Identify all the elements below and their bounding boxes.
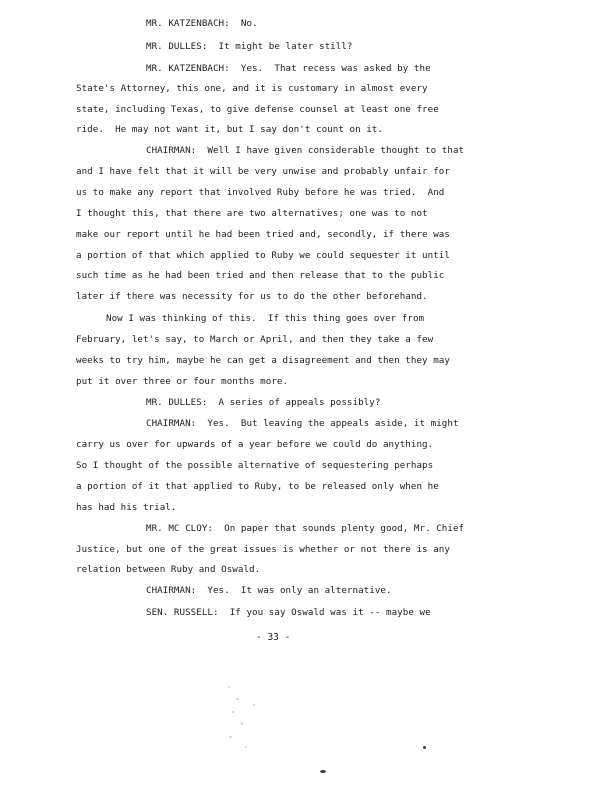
transcript-line: us to make any report that involved Ruby before he was tried. And xyxy=(76,187,445,198)
transcript-line: MR. KATZENBACH: No. xyxy=(146,18,258,29)
transcript-line: a portion of it that applied to Ruby, to be released only when he xyxy=(76,481,439,492)
transcript-line: I thought this, that there are two alternatives; one was to not xyxy=(76,208,428,219)
transcript-line: weeks to try him, maybe he can get a disagreement and then they may xyxy=(76,355,450,366)
transcript-line: and I have felt that it will be very unwise and probably unfair for xyxy=(76,166,450,177)
transcript-line: MR. DULLES: It might be later still? xyxy=(146,41,353,52)
transcript-line: ride. He may not want it, but I say don't count on it. xyxy=(76,124,383,135)
transcript-line: such time as he had been tried and then release that to the public xyxy=(76,270,445,281)
transcript-line: Justice, but one of the great issues is whether or not there is any xyxy=(76,544,450,555)
transcript-line: carry us over for upwards of a year before we could do anything. xyxy=(76,439,434,450)
transcript-line: put it over three or four months more. xyxy=(76,376,289,387)
transcript-line: has had his trial. xyxy=(76,502,177,513)
transcript-line: state, including Texas, to give defense counsel at least one free xyxy=(76,104,439,115)
transcript-line: State's Attorney, this one, and it is customary in almost every xyxy=(76,83,428,94)
page-number: - 33 - xyxy=(256,632,291,643)
transcript-line: CHAIRMAN: Well I have given considerable thought to that xyxy=(146,145,465,156)
transcript-line: SEN. RUSSELL: If you say Oswald was it -- maybe we xyxy=(146,607,431,618)
transcript-line: a portion of that which applied to Ruby we could sequester it until xyxy=(76,250,450,261)
transcript-line: MR. DULLES: A series of appeals possibly? xyxy=(146,397,381,408)
transcript-line: CHAIRMAN: Yes. It was only an alternative. xyxy=(146,585,392,596)
transcript-line: So I thought of the possible alternative of sequestering perhaps xyxy=(76,460,434,471)
transcript-line: later if there was necessity for us to do the other beforehand. xyxy=(76,291,428,302)
transcript-line: MR. KATZENBACH: Yes. That recess was asked by the xyxy=(146,63,431,74)
transcript-line: Now I was thinking of this. If this thing goes over from xyxy=(106,313,425,324)
transcript-line: CHAIRMAN: Yes. But leaving the appeals aside, it might xyxy=(146,418,459,429)
transcript-line: make our report until he had been tried and, secondly, if there was xyxy=(76,229,450,240)
transcript-line: relation between Ruby and Oswald. xyxy=(76,564,261,575)
transcript-line: MR. MC CLOY: On paper that sounds plenty good, Mr. Chief xyxy=(146,523,465,534)
transcript-line: February, let's say, to March or April, and then they take a few xyxy=(76,334,434,345)
